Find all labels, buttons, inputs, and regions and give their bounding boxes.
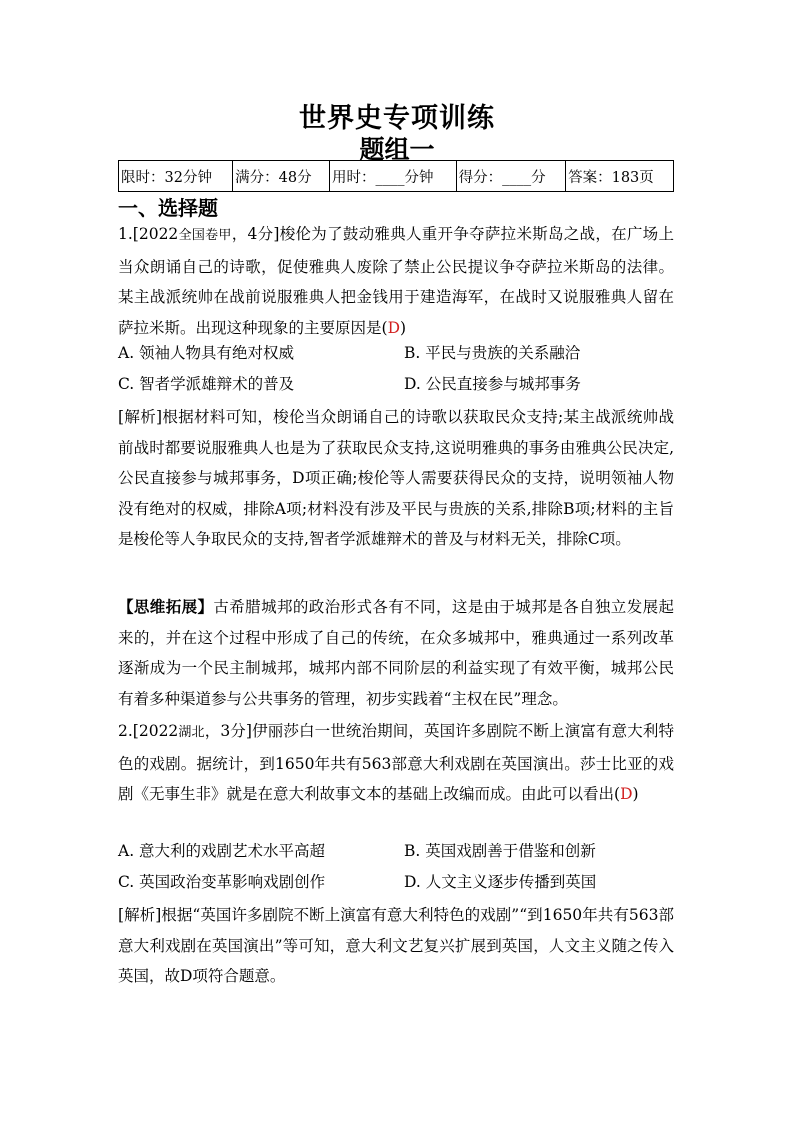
page-subtitle: 题组一: [359, 135, 435, 164]
question-1-text: 梭伦为了鼓动雅典人重开争夺萨拉米斯岛之战，在广场上当众朗诵自己的诗歌，促使雅典人废除了禁止公民提议争夺萨拉米斯岛的法律。某主战派统帅在战前说服雅典人把金钱用于建造海军，在战时又说服雅典人留在萨拉米斯。出现这种现象的主要原因是: [118, 225, 674, 337]
time-limit-cell: 限时：32分钟: [119, 161, 233, 192]
question-1-source: [2022: [132, 225, 179, 243]
page-title: 世界史专项训练: [299, 103, 495, 134]
question-1-option-d: D. 公民直接参与城邦事务: [404, 375, 581, 393]
question-1-option-a: A. 领袖人物具有绝对权威: [118, 344, 295, 362]
question-2-analysis: [解析]根据“英国许多剧院不断上演富有意大利特色的戏剧”“到1650年共有563部意大利戏剧在英国演出”等可知，意大利文艺复兴扩展到英国，人文主义随之传入英国，故D项符合题意。: [118, 906, 674, 985]
question-1-source-points: ，4分]: [231, 225, 280, 243]
question-1-stem: [118, 219, 674, 343]
question-1-analysis: [解析]根据材料可知，梭伦当众朗诵自己的诗歌以获取民众支持;某主战派统帅战前战时都要说服雅典人也是为了获取民众支持,这说明雅典的事务由雅典公民决定,公民直接参与城邦事务，D项正确;梭伦等人需要获得民众的支持，说明领袖人物没有绝对的权威，排除A项;材料没有涉及平民与贵族的关系,排除B项;材料的主旨是梭伦等人争取民众的支持,智者学派雄辩术的普及与材料无关，排除C项。: [118, 408, 674, 548]
question-2-text: 伊丽莎白一世统治期间，英国许多剧院不断上演富有意大利特色的戏剧。据统计，到1650年共有563部意大利戏剧在英国演出。莎士比亚的戏剧《无事生非》就是在意大利故事文本的基础上改编而成。由此可以看出: [118, 722, 674, 803]
paren-close: ): [632, 785, 639, 803]
question-2-number: 2.: [118, 722, 133, 740]
question-2-option-b: B. 英国戏剧善于借鉴和创新: [404, 842, 596, 860]
full-score-cell: 满分：48分: [233, 161, 330, 192]
question-1-answer: D: [387, 318, 401, 337]
question-2-source-points: ，3分]: [204, 722, 252, 740]
extension-label: 【思维拓展】: [118, 597, 214, 616]
paren-close: ): [400, 318, 407, 337]
question-2-option-c: C. 英国政治变革影响戏剧创作: [118, 873, 326, 891]
question-1-number: 1.: [118, 225, 133, 243]
question-1-source-region: 全国卷甲: [178, 228, 232, 243]
section-title: 一、选择题: [118, 196, 218, 220]
question-2-source-region: 湖北: [178, 725, 205, 740]
extension-text: 古希腊城邦的政治形式各有不同，这是由于城邦是各自独立发展起来的，并在这个过程中形成了自己的传统，在众多城邦中，雅典通过一系列改革逐渐成为一个民主制城邦，城邦内部不同阶层的利益实现了有效平衡，城邦公民有着多种渠道参与公共事务的管理，初步实践着“主权在民”理念。: [118, 598, 674, 708]
question-1-option-b: B. 平民与贵族的关系融洽: [404, 344, 581, 362]
paren-open: (: [614, 785, 621, 803]
question-2-answer: D: [620, 785, 633, 803]
info-table: [118, 160, 674, 192]
question-2-stem: [118, 716, 674, 810]
used-time-cell: 用时：____分钟: [330, 161, 457, 192]
thinking-extension: [118, 592, 674, 714]
score-cell: 得分：____分: [456, 161, 565, 192]
answer-page-cell: 答案：183页: [566, 161, 674, 192]
question-1-option-c: C. 智者学派雄辩术的普及: [118, 375, 295, 393]
question-2-source: [2022: [132, 722, 179, 740]
question-2-option-a: A. 意大利的戏剧艺术水平高超: [118, 842, 326, 860]
paren-open: (: [381, 318, 388, 337]
question-2-option-d: D. 人文主义逐步传播到英国: [404, 873, 597, 891]
